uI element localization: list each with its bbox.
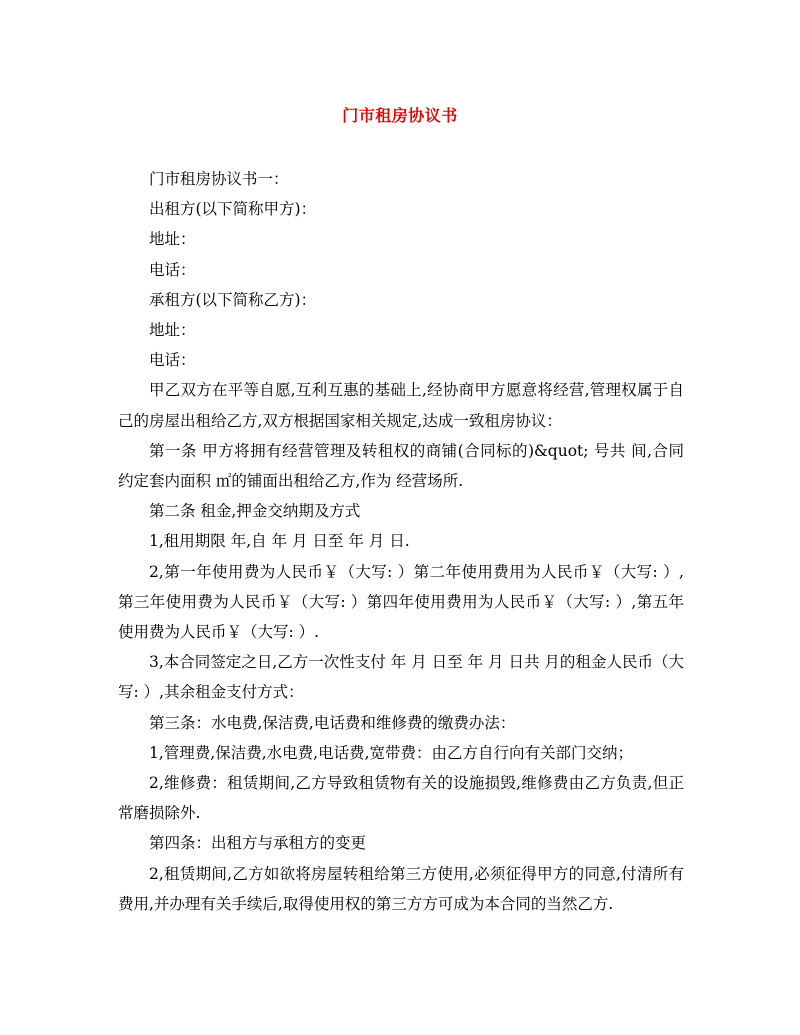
paragraph: 电话：: [149, 351, 196, 370]
paragraph: 2,租赁期间,乙方如欲将房屋转租给第三方使用,必须征得甲方的同意,付清所有费用,并办理有关手续后,取得使用权的第三方方可成为本合同的当然乙方.: [118, 864, 684, 913]
paragraph: 出租方(以下简称甲方)：: [149, 200, 317, 219]
paragraph: 3,本合同签定之日,乙方一次性支付 年 月 日至 年 月 日共 月的租金人民币（大写: ）,其余租金支付方式：: [118, 653, 684, 702]
paragraph: 电话：: [149, 260, 196, 279]
paragraph: 甲乙双方在平等自愿,互利互惠的基础上,经协商甲方愿意将经营,管理权属于自己的房屋出租给乙方,双方根据国家相关规定,达成一致租房协议：: [118, 381, 684, 430]
document-body: [118, 164, 684, 919]
paragraph: 1,租用期限 年,自 年 月 日至 年 月 日.: [149, 532, 410, 551]
paragraph: 第三条：水电费,保洁费,电话费和维修费的缴费办法：: [149, 713, 516, 732]
paragraph: 第一条 甲方将拥有经营管理及转租权的商铺(合同标的)&quot; 号共 间,合同约定套内面积 ㎡的铺面出租给乙方,作为 经营场所.: [118, 441, 684, 491]
paragraph: 1,管理费,保洁费,水电费,电话费,宽带费：由乙方自行向有关部门交纳；: [149, 743, 633, 762]
paragraph: 地址：: [149, 321, 196, 340]
paragraph: 第二条 租金,押金交纳期及方式: [149, 502, 361, 521]
paragraph: 2,维修费：租赁期间,乙方导致租赁物有关的设施损毁,维修费由乙方负责,但正常磨损除外.: [118, 774, 684, 823]
paragraph: 2,第一年使用费为人民币￥（大写: ）第二年使用费用为人民币￥（大写: ）, 第三年使用费为人民币￥（大写: ）第四年使用费用为人民币￥（大写: ）,第五年使用费为人民币￥（大写: ）.: [118, 562, 684, 642]
document-title: 门市租房协议书: [342, 106, 458, 125]
paragraph: 地址：: [149, 230, 196, 249]
paragraph: 门市租房协议书一：: [149, 170, 289, 188]
paragraph: 承租方(以下简称乙方)：: [149, 290, 317, 309]
paragraph: 第四条：出租方与承租方的变更: [149, 834, 367, 853]
